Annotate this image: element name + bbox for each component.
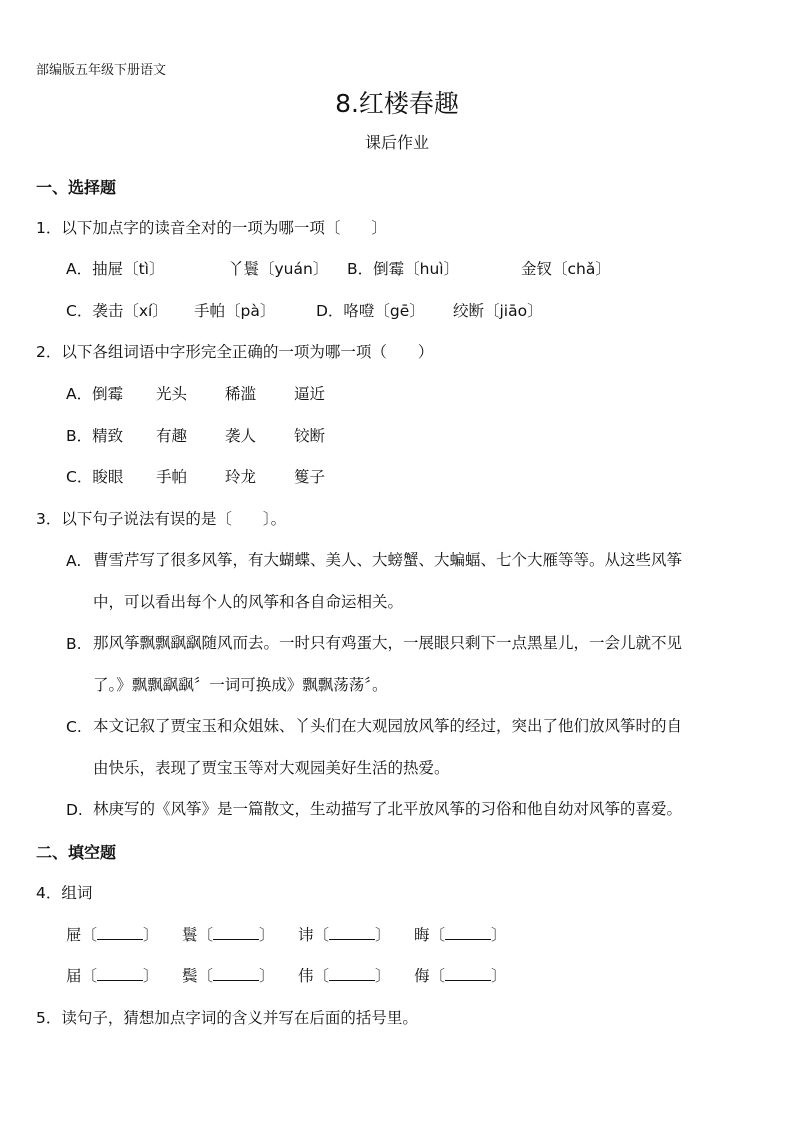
q3-option-a-line: 曹雪芹写了很多风筝，有大蝴蝶、美人、大螃蟹、大蝙蝠、七个大雁等等。从这些风筝 — [93, 551, 683, 569]
q4-item: 鬟〔 〕 — [182, 926, 275, 944]
q4-item: 鬓〔 〕 — [182, 967, 275, 985]
q3-option-c-letter: C. — [66, 718, 82, 736]
q3-option-b-line: 那风筝飘飘飖飖随风而去。一时只有鸡蛋大，一展眼只剩下一点黑星儿，一会儿就不见 — [93, 634, 683, 652]
question-2-stem: 2．以下各组词语中字形完全正确的一项为哪一项（ ） — [36, 343, 434, 361]
q1-option: 金钗〔chǎ〕 — [521, 260, 611, 278]
q2-word: 铰断 — [294, 427, 326, 445]
question-3-stem: 3．以下句子说法有误的是〔 〕。 — [36, 510, 287, 528]
q2-word: B．精致 — [66, 427, 124, 445]
q2-word: 手帕 — [156, 468, 188, 486]
q3-option-c-line: 本文记叙了贾宝玉和众姐妹、丫头们在大观园放风筝的经过，突出了他们放风筝时的自 — [93, 717, 683, 735]
q2-word: 袭人 — [225, 427, 257, 445]
q1-option: B．倒霉〔huì〕 — [347, 260, 460, 278]
section-heading-fill: 二、填空题 — [36, 843, 117, 862]
q4-item: 晦〔 〕 — [414, 926, 507, 944]
section-heading-choice: 一、选择题 — [36, 178, 117, 197]
q1-option: 手帕〔pà〕 — [194, 302, 276, 320]
q3-option-a-line: 中，可以看出每个人的风筝和各自命运相关。 — [93, 593, 404, 611]
answer-blank[interactable] — [97, 966, 143, 981]
q3-option-b-letter: B. — [66, 635, 82, 653]
answer-blank[interactable] — [445, 966, 491, 981]
q4-item: 讳〔 〕 — [298, 926, 391, 944]
q2-word: 逼近 — [294, 385, 326, 403]
answer-blank[interactable] — [329, 925, 375, 940]
answer-blank[interactable] — [213, 966, 259, 981]
q1-option: C．袭击〔xí〕 — [66, 302, 168, 320]
answer-blank[interactable] — [97, 925, 143, 940]
q2-word: 光头 — [156, 385, 188, 403]
page-title: 8.红楼春趣 — [335, 89, 459, 118]
q1-option: D．咯噔〔gē〕 — [316, 302, 425, 320]
q4-item: 屉〔 〕 — [66, 926, 159, 944]
q1-option: A．抽屉〔tì〕 — [66, 260, 165, 278]
question-4-stem: 4．组词 — [36, 884, 93, 902]
document-header: 部编版五年级下册语文 — [36, 63, 167, 78]
answer-blank[interactable] — [213, 925, 259, 940]
answer-blank[interactable] — [445, 925, 491, 940]
q3-option-d-line: 林庚写的《风筝》是一篇散文，生动描写了北平放风筝的习俗和他自幼对风筝的喜爱。 — [93, 800, 683, 818]
q3-option-c-line: 由快乐，表现了贾宝玉等对大观园美好生活的热爱。 — [93, 759, 450, 777]
answer-blank[interactable] — [329, 966, 375, 981]
q2-word: C．睃眼 — [66, 468, 124, 486]
q4-item: 侮〔 〕 — [414, 967, 507, 985]
q2-word: 篗子 — [294, 468, 326, 486]
page-subtitle: 课后作业 — [364, 133, 429, 152]
q3-option-d-letter: D. — [66, 801, 83, 819]
q2-word: 玲龙 — [225, 468, 257, 486]
q2-word: 有趣 — [156, 427, 188, 445]
q1-option: 绞断〔jiāo〕 — [453, 302, 543, 320]
question-1-stem: 1．以下加点字的读音全对的一项为哪一项〔 〕 — [36, 219, 387, 237]
q1-option: 丫鬟〔yuán〕 — [228, 260, 329, 278]
q3-option-b-line: 了。》飘飘飖飖〞一词可换成》飘飘荡荡〞。 — [93, 676, 388, 694]
q4-item: 届〔 〕 — [66, 967, 159, 985]
q2-word: 稀滥 — [225, 385, 257, 403]
q4-item: 伟〔 〕 — [298, 967, 391, 985]
q2-word: A．倒霉 — [66, 385, 124, 403]
q3-option-a-letter: A. — [66, 552, 82, 570]
question-5-stem: 5．读句子，猜想加点字词的含义并写在后面的括号里。 — [36, 1009, 418, 1027]
